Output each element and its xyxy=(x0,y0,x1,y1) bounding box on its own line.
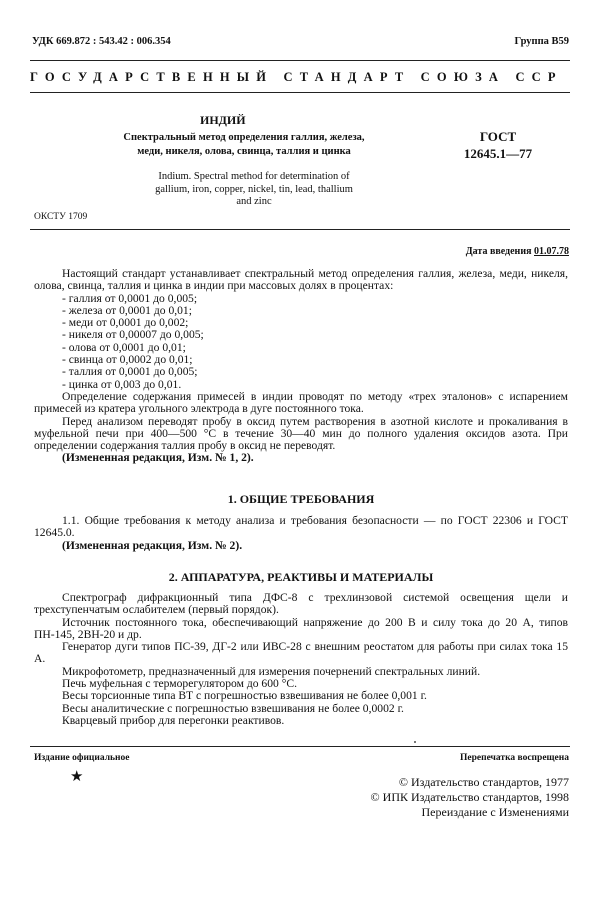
section-1-paragraph: 1.1. Общие требования к методу анализа и требования безопасности — по ГОСТ 22306 и ГОСТ 12645.0. xyxy=(34,514,568,540)
list-item: - меди от 0,0001 до 0,002; xyxy=(62,316,189,330)
okstu-rule xyxy=(30,229,570,230)
copyright-line: © Издательство стандартов, 1977 xyxy=(398,775,569,789)
list-item: - железа от 0,0001 до 0,01; xyxy=(62,303,192,317)
equipment-paragraph: Кварцевый прибор для перегонки реактивов. xyxy=(62,713,285,727)
section-1-heading: 1. ОБЩИЕ ТРЕБОВАНИЯ xyxy=(227,492,375,506)
section-1-body xyxy=(34,515,568,552)
equipment-paragraph: Печь муфельная с терморегулятором до 600 °С. xyxy=(62,677,297,691)
method-paragraph: Определение содержания примесей в индии проводят по методу «трех эталонов» с испарением примесей из кратера угольного электрода в дуге постоянного тока. xyxy=(34,389,568,416)
gost-label: ГОСТ xyxy=(479,129,517,144)
effective-date xyxy=(466,246,569,257)
edit-note: (Измененная редакция, Изм. № 2). xyxy=(62,538,243,552)
document-title: ИНДИЙ xyxy=(200,113,246,127)
reissue-note: Переиздание с Изменениями xyxy=(421,805,569,819)
gost-designation xyxy=(452,128,544,162)
section-2-heading: 2. АППАРАТУРА, РЕАКТИВЫ И МАТЕРИАЛЫ xyxy=(168,570,434,584)
standard-banner: ГОСУДАРСТВЕННЫЙ СТАНДАРТ СОЮЗА ССР xyxy=(30,70,563,84)
list-item: - галлия от 0,0001 до 0,005; xyxy=(62,291,198,305)
equipment-paragraph: Микрофотометр, предназначенный для измерения почернений спектральных линий. xyxy=(62,664,481,678)
effective-date-value: 01.07.78 xyxy=(534,246,569,257)
list-item: - цинка от 0,003 до 0,01. xyxy=(62,377,182,391)
equipment-paragraph: Весы торсионные типа ВТ с погрешностью взвешивания не более 0,001 г. xyxy=(62,689,427,703)
udk-code: УДК 669.872 : 543.42 : 006.354 xyxy=(32,36,171,47)
copyright-line: © ИПК Издательство стандартов, 1998 xyxy=(370,790,569,804)
banner-rule xyxy=(30,92,570,93)
star-icon: ★ xyxy=(70,769,84,785)
effective-date-label: Дата введения xyxy=(465,246,532,257)
preparation-paragraph: Перед анализом переводят пробу в оксид путем растворения в азотной кислоте и прокаливания в муфельной печи при 400—500 °С в течение 30—40 мин до полного удаления оксидов азота. При определении содержания таллия пробу в оксид не переводят. xyxy=(34,414,568,453)
equipment-paragraph: Весы аналитические с погрешностью взвешивания не более 0,0002 г. xyxy=(62,701,404,715)
okstu-code: ОКСТУ 1709 xyxy=(34,212,88,222)
speck xyxy=(414,741,416,743)
reprint-prohibited-label: Перепечатка воспрещена xyxy=(459,753,569,763)
list-item: - свинца от 0,0002 до 0,01; xyxy=(62,353,193,367)
top-rule xyxy=(30,60,570,61)
list-item: - никеля от 0,00007 до 0,005; xyxy=(62,328,204,342)
footer-rule xyxy=(30,746,570,747)
document-subtitle: Спектральный метод определения галлия, железа, меди, никеля, олова, свинца, таллия и цинка xyxy=(123,132,365,157)
official-edition-label: Издание официальное xyxy=(34,753,130,763)
group-code: Группа В59 xyxy=(514,36,569,47)
section-2-body xyxy=(34,592,568,727)
list-item: - таллия от 0,0001 до 0,005; xyxy=(62,365,198,379)
intro-block xyxy=(34,268,568,465)
equipment-paragraph: Спектрограф дифракционный типа ДФС-8 с трехлинзовой системой освещения щели и трехступенчатым ослабителем (первый порядок). xyxy=(34,591,568,617)
list-item: - олова от 0,0001 до 0,01; xyxy=(62,340,186,354)
equipment-paragraph: Источник постоянного тока, обеспечивающий напряжение до 200 В и силу тока до 20 А, типов ПН-145, 2ВН-20 и др. xyxy=(34,615,568,641)
english-title: Indium. Spectral method for determination of gallium, iron, copper, nickel, tin, lead, thallium and zinc xyxy=(155,171,353,207)
gost-number: 12645.1—77 xyxy=(463,146,533,161)
edit-note: (Измененная редакция, Изм. № 1, 2). xyxy=(62,451,254,465)
intro-paragraph: Настоящий стандарт устанавливает спектральный метод определения галлия, железа, меди, никеля, олова, свинца, таллия и цинка в индии при массовых долях в процентах: xyxy=(34,267,568,293)
equipment-paragraph: Генератор дуги типов ПС-39, ДГ-2 или ИВС-28 с внешним реостатом для работы при силах тока 15 А. xyxy=(34,640,568,666)
